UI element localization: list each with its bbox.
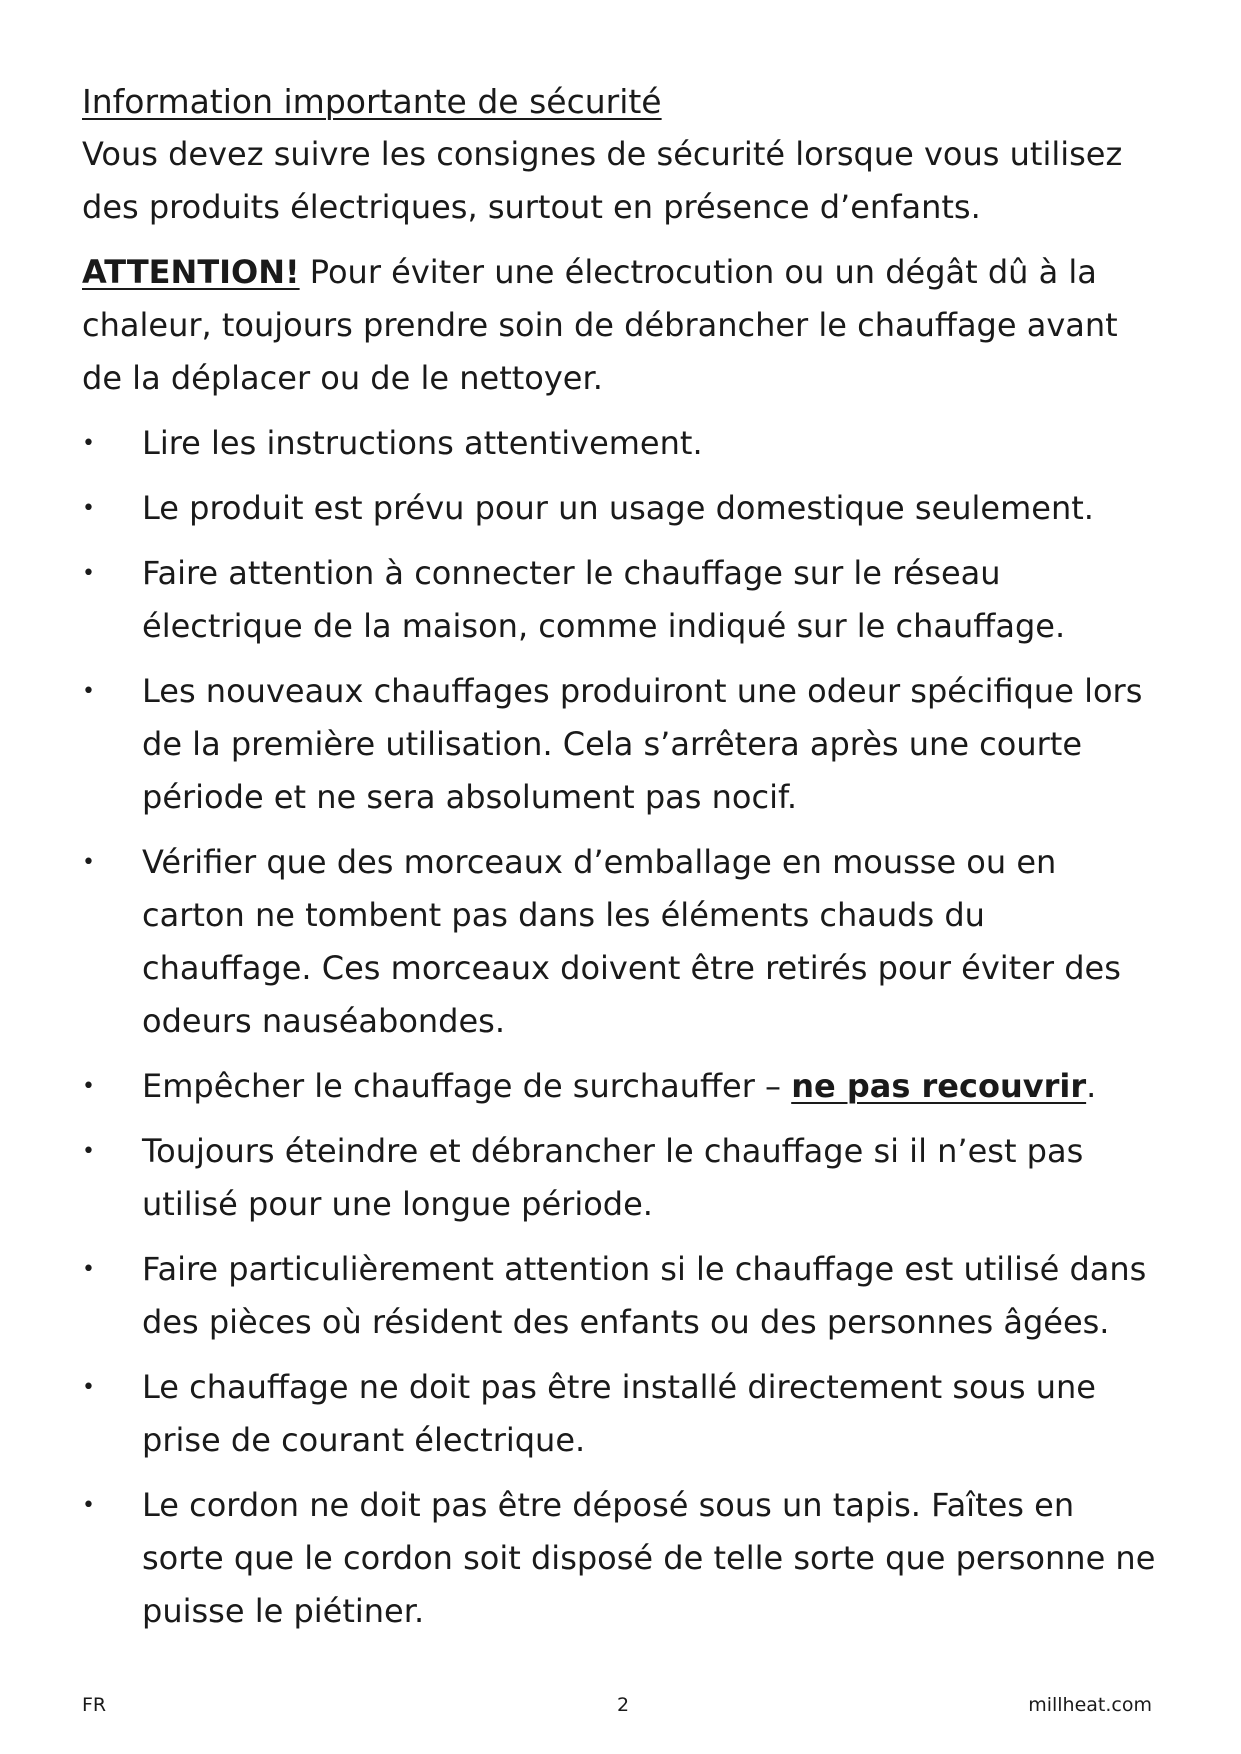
list-item-text: Le chauffage ne doit pas être installé directement sous une prise de courant électrique. (142, 1368, 1096, 1459)
section-heading: Information importante de sécurité (82, 82, 662, 121)
list-item (82, 1479, 1162, 1638)
list-item (82, 665, 1162, 824)
bullet-icon: • (82, 850, 95, 875)
footer-language: FR (82, 1694, 107, 1716)
list-item-text: Faire particulièrement attention si le chauffage est utilisé dans des pièces où résident des enfants ou des personnes âgées. (142, 1250, 1147, 1341)
list-item (82, 482, 1162, 535)
bullet-icon: • (82, 1074, 95, 1099)
list-item-text: Les nouveaux chauffages produiront une odeur spécifique lors de la première utilisation. Cela s’arrêtera après une courte période et ne sera absolument pas nocif. (142, 672, 1143, 816)
bullet-icon: • (82, 1375, 95, 1400)
bullet-icon: • (82, 679, 95, 704)
list-item (82, 547, 1162, 653)
list-item-text: Toujours éteindre et débrancher le chauffage si il n’est pas utilisé pour une longue période. (142, 1132, 1084, 1223)
safety-instructions-list (82, 417, 1162, 1638)
warning-paragraph (82, 246, 1162, 405)
document-page (82, 80, 1162, 1650)
list-item-text: Le produit est prévu pour un usage domestique seulement. (142, 489, 1094, 527)
bullet-icon: • (82, 431, 95, 456)
list-item (82, 836, 1162, 1048)
bullet-icon: • (82, 561, 95, 586)
bullet-icon: • (82, 496, 95, 521)
list-item (82, 1125, 1162, 1231)
list-item-text-before: Empêcher le chauffage de surchauffer – (142, 1067, 792, 1105)
list-item (82, 417, 1162, 470)
emphasis-text: ne pas recouvrir (791, 1067, 1087, 1105)
footer-website: millheat.com (1028, 1694, 1152, 1716)
warning-label: ATTENTION! (82, 253, 300, 291)
bullet-icon: • (82, 1139, 95, 1164)
list-item-text: Faire attention à connecter le chauffage sur le réseau électrique de la maison, comme indiqué sur le chauffage. (142, 554, 1066, 645)
list-item-text: Lire les instructions attentivement. (142, 424, 703, 462)
list-item (82, 1060, 1162, 1113)
intro-paragraph: Vous devez suivre les consignes de sécurité lorsque vous utilisez des produits électriques, surtout en présence d’enfants. (82, 135, 1123, 226)
list-item-text: Le cordon ne doit pas être déposé sous un tapis. Faîtes en sorte que le cordon soit disposé de telle sorte que personne ne puisse le piétiner. (142, 1486, 1156, 1630)
list-item (82, 1361, 1162, 1467)
list-item (82, 1243, 1162, 1349)
footer-page-number: 2 (617, 1694, 630, 1716)
warning-text: Pour éviter une électrocution ou un dégât dû à la chaleur, toujours prendre soin de débrancher le chauffage avant de la déplacer ou de le nettoyer. (82, 253, 1118, 397)
bullet-icon: • (82, 1493, 95, 1518)
list-item-text: Vérifier que des morceaux d’emballage en mousse ou en carton ne tombent pas dans les éléments chauds du chauffage. Ces morceaux doivent être retirés pour éviter des odeurs nauséabondes. (142, 843, 1121, 1040)
bullet-icon: • (82, 1257, 95, 1282)
list-item-text-after: . (1086, 1067, 1097, 1105)
